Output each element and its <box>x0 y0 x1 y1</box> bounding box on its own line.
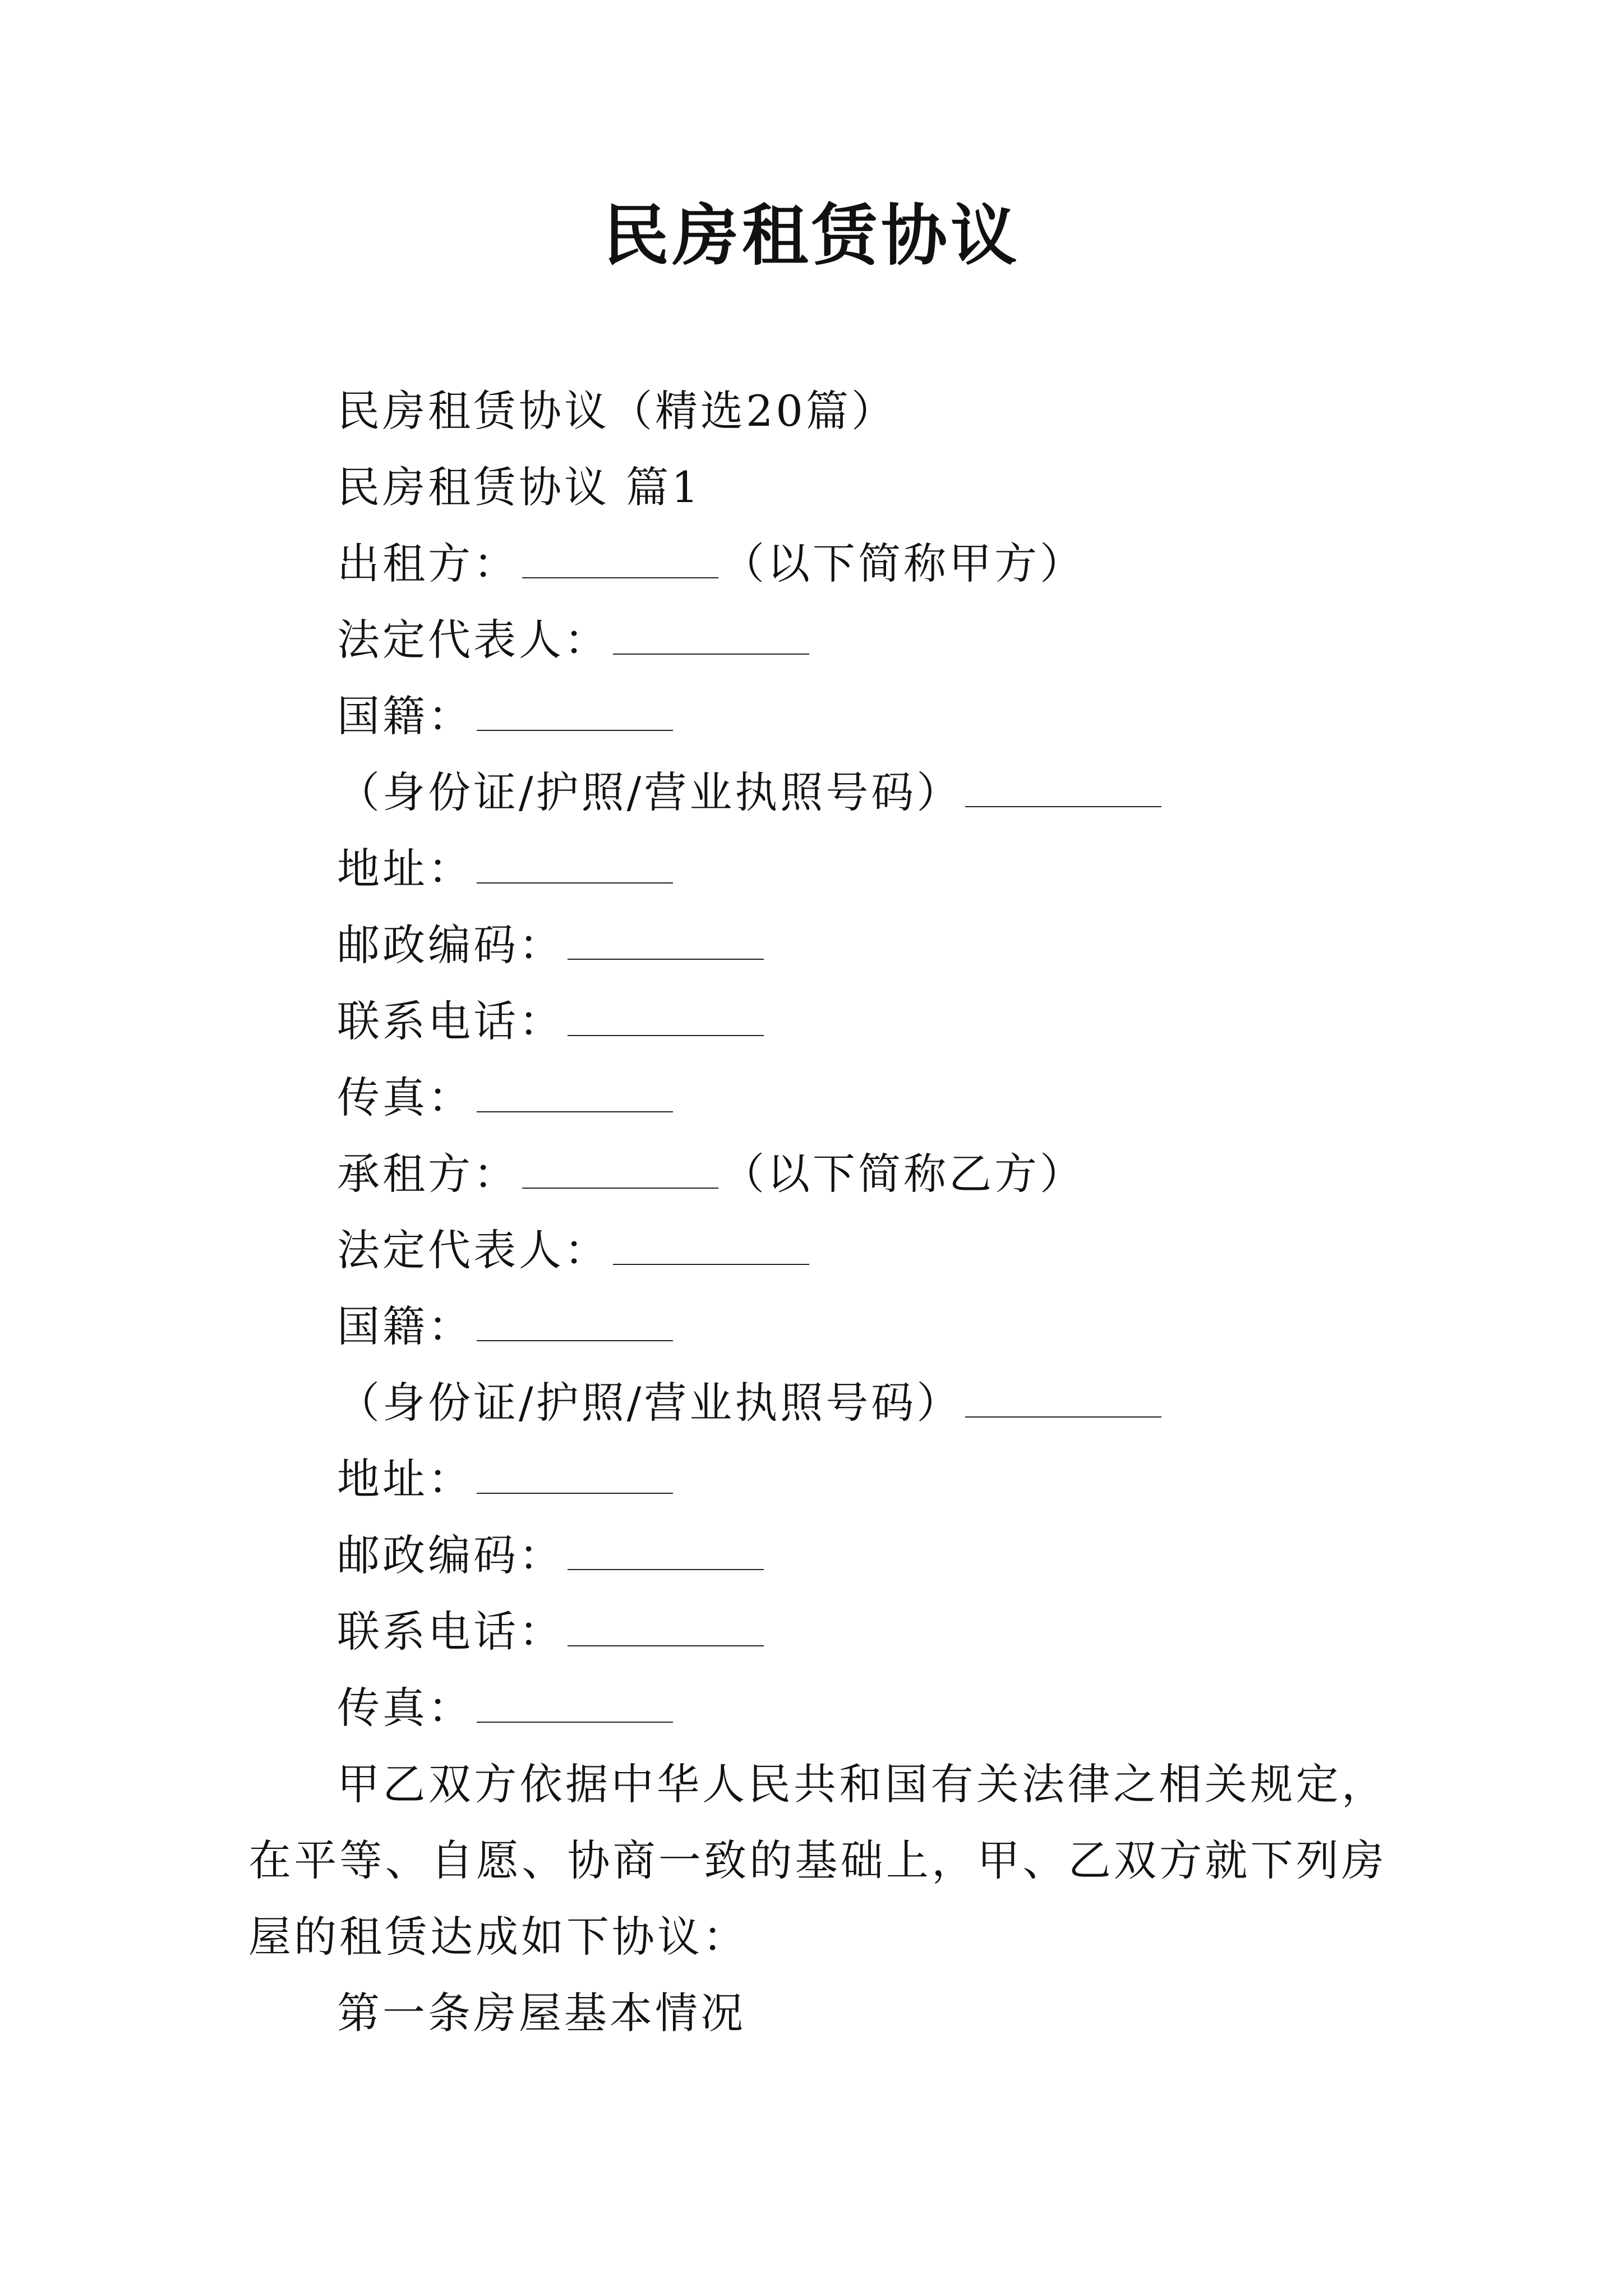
lessor-name-blank <box>522 539 718 578</box>
lessee-id-blank <box>965 1378 1161 1418</box>
lessee-nationality-blank <box>477 1302 673 1341</box>
lessor-phone-blank <box>568 997 764 1036</box>
lessor-name-row <box>248 526 1387 602</box>
lessor-legal-rep-label: 法定代表人： <box>337 615 610 665</box>
lessee-id-label: （身份证/护照/营业执照号码） <box>337 1378 962 1428</box>
document-subtitle: 民房租赁协议（精选20篇） <box>337 386 897 436</box>
lessor-phone-row <box>248 983 1387 1060</box>
lessee-postal-label: 邮政编码： <box>337 1530 564 1580</box>
lessor-nationality-label: 国籍： <box>337 691 473 741</box>
article-1-heading: 第一条房屋基本情况 <box>337 1988 746 2038</box>
lessor-legal-rep-blank <box>613 615 809 655</box>
lessor-fax-row <box>248 1060 1387 1136</box>
document-title: 民房租赁协议 <box>602 196 1020 274</box>
lessee-name-row <box>248 1136 1387 1212</box>
section-heading: 民房租赁协议 篇1 <box>337 462 702 512</box>
lessee-nationality-row <box>248 1289 1387 1365</box>
lessee-legal-rep-label: 法定代表人： <box>337 1225 610 1275</box>
lessee-nationality-label: 国籍： <box>337 1301 473 1351</box>
lessee-address-row <box>248 1441 1387 1517</box>
lessor-address-label: 地址： <box>337 844 473 894</box>
lessor-legal-rep-row <box>248 602 1387 678</box>
lessor-name-label: 出租方： <box>337 539 519 588</box>
lessee-address-label: 地址： <box>337 1454 473 1504</box>
lessor-phone-label: 联系电话： <box>337 996 564 1046</box>
lessee-postal-blank <box>568 1531 764 1570</box>
lessee-phone-blank <box>568 1607 764 1646</box>
lessor-id-row <box>248 754 1387 831</box>
preamble-paragraph: 甲乙双方依据中华人民共和国有关法律之相关规定，在平等、自愿、协商一致的基础上，甲、乙双方就下列房屋的租赁达成如下协议： <box>248 1759 1387 1962</box>
lessee-id-row <box>248 1365 1387 1441</box>
lessor-address-row <box>248 831 1387 907</box>
lessor-address-blank <box>477 844 673 884</box>
lessor-nationality-blank <box>477 692 673 731</box>
lessee-postal-row <box>248 1517 1387 1594</box>
lessor-id-blank <box>965 768 1161 807</box>
lessee-fax-row <box>248 1670 1387 1746</box>
lessee-fax-blank <box>477 1683 673 1723</box>
lessor-nationality-row <box>248 678 1387 754</box>
lessee-legal-rep-row <box>248 1212 1387 1289</box>
lessee-legal-rep-blank <box>613 1226 809 1265</box>
lessee-address-blank <box>477 1455 673 1494</box>
lessor-name-suffix: （以下简称甲方） <box>722 539 1085 588</box>
lessee-name-label: 承租方： <box>337 1149 519 1199</box>
lessee-fax-label: 传真： <box>337 1683 473 1733</box>
lessor-fax-blank <box>477 1073 673 1112</box>
lessee-phone-label: 联系电话： <box>337 1607 564 1657</box>
lessor-id-label: （身份证/护照/营业执照号码） <box>337 767 962 817</box>
lessee-name-suffix: （以下简称乙方） <box>722 1149 1085 1199</box>
document-body <box>248 373 1387 2051</box>
lessor-postal-row <box>248 907 1387 983</box>
lessee-name-blank <box>522 1149 718 1189</box>
lessor-postal-blank <box>568 921 764 960</box>
lessee-phone-row <box>248 1594 1387 1670</box>
lessor-fax-label: 传真： <box>337 1073 473 1122</box>
lessor-postal-label: 邮政编码： <box>337 920 564 970</box>
